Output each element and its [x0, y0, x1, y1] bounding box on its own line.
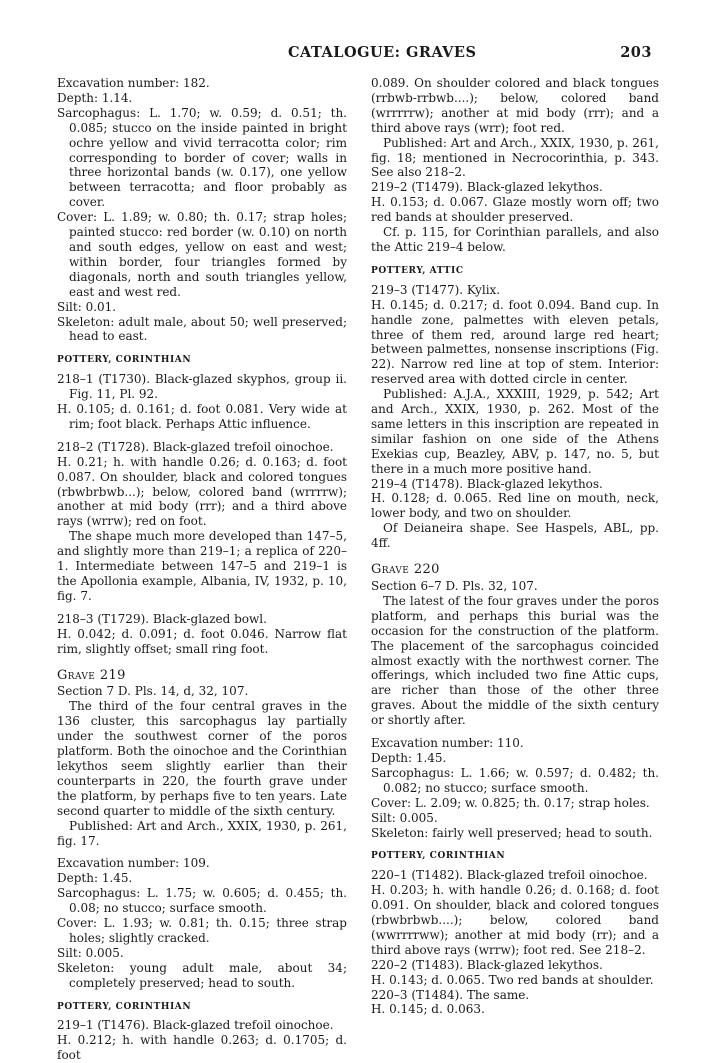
paragraph: Published: Art and Arch., XXIX, 1930, p. 261, fig. 18; mentioned in Necrocorinthia, p. 343. See also 218–2. — [371, 135, 659, 180]
text-line: H. 0.042; d. 0.091; d. foot 0.046. Narrow flat rim, slightly offset; small ring foot. — [57, 626, 347, 656]
entry-line: Excavation number: 109. — [57, 856, 210, 871]
paragraph: Published: Art and Arch., XXIX, 1930, p. 261, fig. 17. — [57, 818, 347, 848]
entry-line: 219–3 (T1477). Kylix. — [371, 282, 501, 297]
text-line: H. 0.203; h. with handle 0.26; d. 0.168; d. foot 0.091. On shoulder, black and colored tongues (rbwbrbwb....); below, colored band (wwrrrrww); another at mid body (rr); and a third above rays (wrrw); foot red. See 218–2. — [371, 883, 659, 957]
entry-line: 220–1 (T1482). Black-glazed trefoil oinochoe. — [371, 868, 648, 883]
entry-line: 219–4 (T1478). Black-glazed lekythos. — [371, 476, 603, 491]
spacer — [57, 848, 347, 856]
entry-line: Skeleton: fairly well preserved; head to south. — [371, 825, 653, 840]
entry-line: 218–3 (T1729). Black-glazed bowl. — [57, 611, 267, 626]
entry-line: Depth: 1.45. — [371, 750, 447, 765]
text-line: 0.089. On shoulder colored and black tongues (rrbwb-rrbwb....); below, colored band (wrrrrrw); another at mid body (rrr); and a third above rays (wrr); foot red. — [371, 76, 659, 135]
text-line: H. 0.145; d. 0.217; d. foot 0.094. Band cup. In handle zone, palmettes with eleven petals, three of them red, around large red heart; between palmettes, nonsense inscriptions (Fig. 22). Narrow red line at top of stem. Interior: reserved area with dotted circle in center. — [371, 297, 659, 387]
entry-line: Silt: 0.005. — [371, 810, 438, 825]
text-line: H. 0.21; h. with handle 0.26; d. 0.163; d. foot 0.087. On shoulder, black and colored tongues (rbwbrbwb...); below, colored band (wrrrrw); another at mid body (rrr); and a third above rays (wrrw); red on foot. — [57, 454, 347, 529]
entry-line: Skeleton: young adult male, about 34; completely preserved; head to south. — [57, 960, 347, 990]
right-column — [371, 76, 659, 1017]
spacer — [57, 432, 347, 440]
entry-line: 218–2 (T1728). Black-glazed trefoil oinochoe. — [57, 439, 334, 454]
entry-line: Sarcophagus: L. 1.70; w. 0.59; d. 0.51; th. 0.085; stucco on the inside painted in bright ochre yellow and vivid terracotta color; rim corresponding to border of cover; walls in three horizontal bands (w. 0.17), one yellow between terracotta; and floor probably as cover. — [57, 105, 347, 210]
left-column — [57, 76, 347, 1063]
text-line: H. 0.145; d. 0.063. — [371, 1002, 485, 1017]
grave-heading: Grave 220 — [371, 562, 440, 578]
text-line: Section 7 D. Pls. 14, d, 32, 107. — [57, 684, 249, 699]
entry-line: Silt: 0.01. — [57, 299, 117, 314]
entry-line: Excavation number: 110. — [371, 736, 524, 751]
text-line: H. 0.143; d. 0.065. Two red bands at shoulder. — [371, 972, 654, 987]
paragraph: Published: A.J.A., XXXIII, 1929, p. 542; Art and Arch., XXIX, 1930, p. 262. Most of the same letters in this inscription are repeated in similar fashion on one side of the Athens Exekias cup, Beazley, ABV, p. 147, no. 5, but there in a much more positive hand. — [371, 387, 659, 476]
text-line: H. 0.128; d. 0.065. Red line on mouth, neck, lower body, and two on shoulder. — [371, 491, 659, 521]
text-line: H. 0.212; h. with handle 0.263; d. 0.1705; d. foot — [57, 1033, 347, 1063]
entry-line: Skeleton: adult male, about 50; well preserved; head to east. — [57, 314, 347, 344]
spacer — [57, 604, 347, 612]
entry-line: Excavation number: 182. — [57, 76, 210, 90]
entry-line: Sarcophagus: L. 1.75; w. 0.605; d. 0.455; th. 0.08; no stucco; surface smooth. — [57, 886, 347, 916]
entry-line: 219–1 (T1476). Black-glazed trefoil oinochoe. — [57, 1018, 334, 1033]
paragraph: The latest of the four graves under the poros platform, and perhaps this burial was the occasion for the construction of the platform. The placement of the sarcophagus coincided almost exactly with the northwest corner. The offerings, which included two fine Attic cups, are richer than those of the other three graves. About the middle of the sixth century or shortly after. — [371, 593, 659, 728]
paragraph: Cf. p. 115, for Corinthian parallels, and also the Attic 219–4 below. — [371, 225, 659, 254]
page-number: 203 — [620, 44, 652, 61]
section-subheading: POTTERY, CORINTHIAN — [371, 851, 506, 862]
entry-line: 218–1 (T1730). Black-glazed skyphos, group ii. Fig. 11, Pl. 92. — [57, 372, 347, 402]
text-line: H. 0.153; d. 0.067. Glaze mostly worn off; two red bands at shoulder preserved. — [371, 195, 659, 225]
entry-line: Depth: 1.14. — [57, 90, 133, 105]
entry-line: Cover: L. 1.89; w. 0.80; th. 0.17; strap holes; painted stucco: red border (w. 0.10) on north and south edges, yellow on east and west; within border, four triangles formed by diagonals, north and south triangles yellow, east and west red. — [57, 210, 347, 299]
paragraph: Of Deianeira shape. See Haspels, ABL, pp. 4ff. — [371, 521, 659, 551]
entry-line: Depth: 1.45. — [57, 871, 133, 886]
text-line: Section 6–7 D. Pls. 32, 107. — [371, 579, 538, 593]
entry-line: Cover: L. 2.09; w. 0.825; th. 0.17; strap holes. — [371, 795, 650, 810]
entry-line: H. 0.105; d. 0.161; d. foot 0.081. Very wide at rim; foot black. Perhaps Attic influence. — [57, 402, 347, 431]
entry-line: Silt: 0.005. — [57, 945, 124, 960]
entry-line: 219–2 (T1479). Black-glazed lekythos. — [371, 180, 603, 195]
entry-line: Sarcophagus: L. 1.66; w. 0.597; d. 0.482; th. 0.082; no stucco; surface smooth. — [371, 765, 659, 795]
entry-line: 220–2 (T1483). Black-glazed lekythos. — [371, 957, 603, 972]
grave-heading: Grave 219 — [57, 667, 126, 683]
running-title: CATALOGUE: GRAVES — [288, 44, 477, 61]
paragraph: The third of the four central graves in the 136 cluster, this sarcophagus lay partially under the southwest corner of the poros platform. Both the oinochoe and the Corinthian lekythos seem slightly earlier than their counterparts in 220, the fourth grave under the platform, by perhaps five to ten years. Late second quarter to middle of the sixth century. — [57, 699, 347, 818]
section-subheading: POTTERY, ATTIC — [371, 265, 464, 276]
section-subheading: POTTERY, CORINTHIAN — [57, 1001, 192, 1012]
paragraph: The shape much more developed than 147–5, and slightly more than 219–1; a replica of 220–1. Intermediate between 147–5 and 219–1 is the Apollonia example, Albania, IV, 1932, p. 10, fig. 7. — [57, 529, 347, 603]
entry-line: Cover: L. 1.93; w. 0.81; th. 0.15; three strap holes; slightly cracked. — [57, 916, 347, 945]
entry-line: 220–3 (T1484). The same. — [371, 987, 530, 1002]
spacer — [371, 728, 659, 736]
section-subheading: POTTERY, CORINTHIAN — [57, 355, 192, 366]
